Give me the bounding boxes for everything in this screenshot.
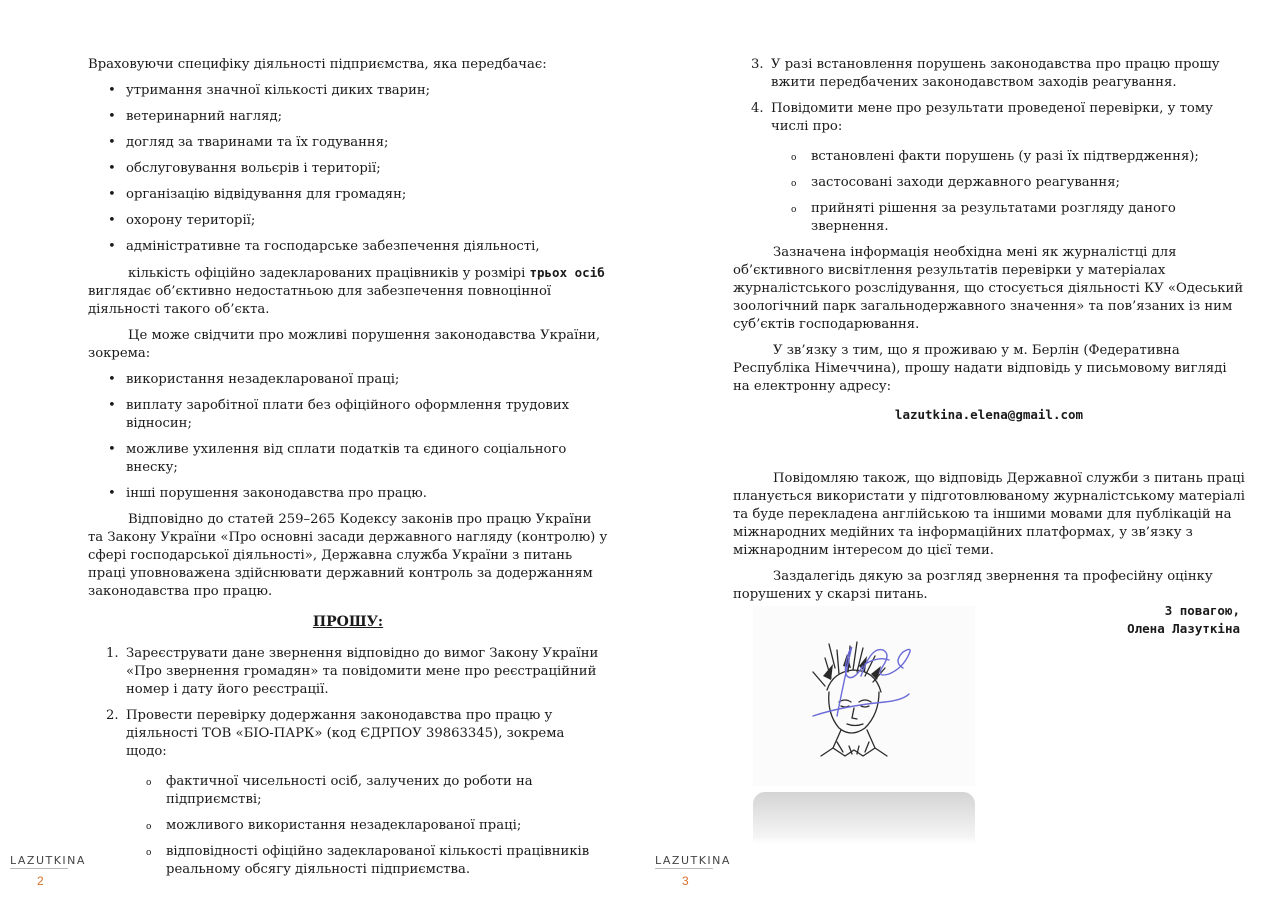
page-2-body — [88, 56, 608, 887]
result-item: o встановлені факти порушень (у разі їх підтвердження); — [771, 148, 1245, 166]
request-item — [88, 645, 608, 699]
request-number: 4. — [751, 101, 764, 116]
check-items-list — [126, 773, 608, 879]
signature-fade-panel — [753, 792, 975, 844]
request-number: 1. — [106, 646, 119, 661]
activity-item: • адміністративне та господарське забезпечення діяльності, — [88, 238, 608, 256]
request-text: Провести перевірку додержання законодавства про працю у діяльності ТОВ «БІО-ПАРК» (код ЄДРПОУ 39863345), зокрема щодо: — [126, 708, 565, 759]
closing-salutation: З повагою, — [1164, 603, 1240, 618]
request-text: Зареєструвати дане звернення відповідно до вимог Закону України «Про звернення громадян» та повідомити мене про реєстраційний номер і дату його реєстрації. — [126, 646, 599, 697]
result-items-list — [771, 148, 1245, 236]
request-list — [88, 645, 608, 879]
purpose-paragraph: Зазначена інформація необхідна мені як журналістці для об’єктивного висвітлення результатів перевірки у матеріалах журналістського розслідування, що стосується діяльності КУ «Одеський зоологічний парк загальнодержавного значення» та пов’язаних із ним суб’єктів господарювання. — [733, 245, 1244, 332]
activity-item: • догляд за тваринами та їх годування; — [88, 134, 608, 152]
staff-paragraph — [88, 264, 608, 319]
request-heading: ПРОШУ: — [312, 614, 384, 630]
page-3 — [640, 0, 1280, 905]
check-item: o фактичної чисельності осіб, залучених до роботи на підприємстві; — [126, 773, 608, 809]
request-item — [88, 707, 608, 879]
thanks-paragraph: Заздалегідь дякую за розгляд звернення та професійну оцінку порушених у скарзі питань. — [733, 569, 1213, 602]
request-number: 2. — [106, 708, 119, 723]
violation-item: • інші порушення законодавства про працю. — [88, 485, 608, 503]
activities-intro: Враховуючи специфіку діяльності підприємства, яка передбачає: — [88, 57, 547, 72]
request-text: Повідомити мене про результати проведеної перевірки, у тому числі про: — [771, 101, 1213, 134]
violation-item: • можливе ухилення від сплати податків та єдиного соціального внеску; — [88, 441, 608, 477]
result-item: o прийняті рішення за результатами розгляду даного звернення. — [771, 200, 1245, 236]
request-item — [733, 56, 1245, 92]
request-number: 3. — [751, 57, 764, 72]
activities-list — [88, 82, 608, 256]
violation-item: • використання незадекларованої праці; — [88, 371, 608, 389]
brand-underline — [655, 868, 713, 869]
activity-item: • організацію відвідування для громадян; — [88, 186, 608, 204]
activity-item: • ветеринарний нагляд; — [88, 108, 608, 126]
legal-basis-paragraph: Відповідно до статей 259–265 Кодексу законів про працю України та Закону України «Про основні засади державного нагляду (контролю) у сфері господарської діяльності», Державна служба України з питань праці уповноважена здійснювати державний контроль за додержанням законодавства про працю. — [88, 512, 608, 599]
request-text: У разі встановлення порушень законодавства про працю прошу вжити передбачених законодавством заходів реагування. — [771, 57, 1220, 90]
violation-item: • виплату заробітної плати без офіційного оформлення трудових відносин; — [88, 397, 608, 433]
staff-text-start: кількість офіційно задекларованих працівників у розмірі — [128, 266, 530, 281]
request-item — [733, 100, 1245, 236]
signer-name: Олена Лазуткіна — [1127, 621, 1240, 636]
check-item: o відповідності офіційно задекларованої кількості працівників реальному обсягу діяльності підприємства. — [126, 843, 608, 879]
email-address: lazutkina.elena@gmail.com — [894, 407, 1084, 422]
activity-item: • обслуговування вольєрів і території; — [88, 160, 608, 178]
publication-paragraph: Повідомляю також, що відповідь Державної служби з питань праці планується використати у підготовлюваному журналістському матеріалі та буде перекладена англійською та іншими мовами для публікацій на міжнародних медійних та інформаційних платформах, у зв’язку з міжнародним інтересом до цієї теми. — [733, 471, 1246, 558]
check-item: o можливого використання незадекларованої праці; — [126, 817, 608, 835]
signature-image — [753, 606, 975, 786]
staff-count: трьох осіб — [529, 265, 605, 280]
closing-block — [1127, 602, 1240, 638]
activity-item: • утримання значної кількості диких тварин; — [88, 82, 608, 100]
brand-logo: LAZUTKINA — [655, 854, 731, 867]
result-item: o застосовані заходи державного реагування; — [771, 174, 1245, 192]
page-number: 3 — [682, 874, 689, 888]
brand-underline — [10, 868, 68, 869]
brand-logo: LAZUTKINA — [10, 854, 86, 867]
activity-item: • охорону території; — [88, 212, 608, 230]
page-number: 2 — [37, 874, 44, 888]
page-3-body — [733, 56, 1245, 612]
residence-paragraph: У зв’язку з тим, що я проживаю у м. Берлін (Федеративна Республіка Німеччина), прошу надати відповідь у письмовому вигляді на електронну адресу: — [733, 343, 1227, 394]
staff-text-end: виглядає об’єктивно недостатньою для забезпечення повноцінної діяльності такого об’єкта. — [88, 284, 552, 317]
violations-intro: Це може свідчити про можливі порушення законодавства України, зокрема: — [88, 328, 601, 361]
violations-list — [88, 371, 608, 503]
signature-portrait-icon — [753, 606, 975, 786]
request-list-continued — [733, 56, 1245, 236]
